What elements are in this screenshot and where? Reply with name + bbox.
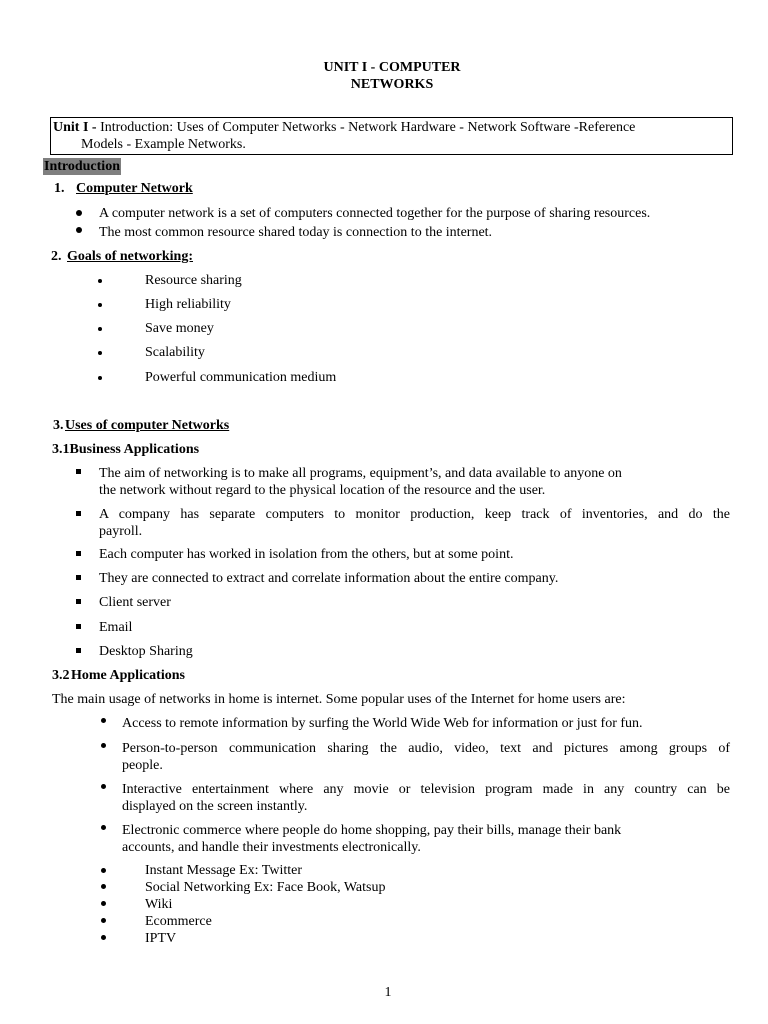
- unit-text-1: Introduction: Uses of Computer Networks - Network Hardware - Network Software -Reference: [96, 120, 636, 135]
- bullet-icon: [101, 718, 106, 723]
- business-item: They are connected to extract and correlate information about the entire company.: [99, 571, 559, 586]
- title-line-1: UNIT I - COMPUTER: [323, 60, 461, 75]
- business-item: [99, 506, 730, 540]
- home-item-line: Electronic commerce where people do home shopping, pay their bills, manage their bank: [122, 823, 622, 838]
- bullet-icon: [101, 784, 106, 789]
- section-3-number: 3.: [53, 418, 64, 433]
- square-bullet-icon: [76, 511, 81, 516]
- business-item: Client server: [99, 595, 171, 610]
- goal-item: Scalability: [145, 345, 205, 360]
- home-item: [122, 822, 730, 856]
- bullet-icon: [101, 884, 106, 889]
- unit-summary-box: [50, 117, 733, 155]
- home-item: [122, 740, 730, 774]
- home-item-line: accounts, and handle their investments electronically.: [122, 840, 421, 855]
- section-3-1-heading: 3.1Business Applications: [52, 442, 200, 457]
- home-item-line: Person-to-person communication sharing the audio, video, text and pictures among groups of: [122, 741, 730, 756]
- bullet-icon: [98, 303, 102, 307]
- section-2-heading: Goals of networking:: [67, 249, 193, 264]
- home-item-line: people.: [122, 758, 163, 773]
- business-item: [99, 465, 730, 499]
- section-1-number: 1.: [54, 181, 65, 196]
- bullet-icon: [76, 227, 82, 233]
- introduction-heading: Introduction: [44, 159, 120, 174]
- page-title: [0, 59, 768, 93]
- bullet-icon: [98, 376, 102, 380]
- square-bullet-icon: [76, 648, 81, 653]
- square-bullet-icon: [76, 551, 81, 556]
- bullet-icon: [98, 327, 102, 331]
- home-item: Access to remote information by surfing the World Wide Web for information or just for fun.: [122, 716, 643, 731]
- example-item: Instant Message Ex: Twitter: [145, 863, 303, 878]
- example-item: Ecommerce: [145, 914, 212, 929]
- unit-text-2: Models - Example Networks.: [81, 137, 246, 152]
- section-1-heading: Computer Network: [76, 181, 193, 196]
- bullet-icon: [101, 825, 106, 830]
- square-bullet-icon: [76, 624, 81, 629]
- example-item: Wiki: [145, 897, 173, 912]
- business-item: Each computer has worked in isolation from the others, but at some point.: [99, 547, 514, 562]
- section-1-item: A computer network is a set of computers connected together for the purpose of sharing resources.: [99, 206, 651, 221]
- bullet-icon: [76, 210, 82, 216]
- goal-item: Powerful communication medium: [145, 370, 337, 385]
- bullet-icon: [101, 743, 106, 748]
- title-line-2: NETWORKS: [350, 77, 434, 92]
- goal-item: High reliability: [145, 297, 231, 312]
- business-item: Desktop Sharing: [99, 644, 193, 659]
- bullet-icon: [101, 935, 106, 940]
- page-number: 1: [384, 985, 392, 1000]
- business-item-line: payroll.: [99, 524, 143, 539]
- example-item: IPTV: [145, 931, 177, 946]
- bullet-icon: [101, 918, 106, 923]
- home-item-line: Interactive entertainment where any movie or television program made in any country can be: [122, 782, 730, 797]
- bullet-icon: [98, 279, 102, 283]
- section-3-heading: Uses of computer Networks: [65, 418, 230, 433]
- bullet-icon: [98, 351, 102, 355]
- square-bullet-icon: [76, 599, 81, 604]
- business-item: Email: [99, 620, 133, 635]
- unit-label: Unit I -: [53, 120, 97, 135]
- section-3-2-number: 3.2: [52, 668, 70, 683]
- business-item-line: the network without regard to the physical location of the resource and the user.: [99, 483, 546, 498]
- bullet-icon: [101, 868, 106, 873]
- section-2-number: 2.: [51, 249, 62, 264]
- bullet-icon: [101, 901, 106, 906]
- square-bullet-icon: [76, 469, 81, 474]
- home-item-line: displayed on the screen instantly.: [122, 799, 308, 814]
- home-intro-paragraph: The main usage of networks in home is internet. Some popular uses of the Internet for home users are:: [52, 692, 626, 707]
- goal-item: Resource sharing: [145, 273, 242, 288]
- business-item-line: A company has separate computers to monitor production, keep track of inventories, and do the: [99, 507, 730, 522]
- square-bullet-icon: [76, 575, 81, 580]
- section-3-2-heading: Home Applications: [71, 668, 185, 683]
- example-item: Social Networking Ex: Face Book, Watsup: [145, 880, 386, 895]
- goal-item: Save money: [145, 321, 214, 336]
- business-item-line: The aim of networking is to make all programs, equipment’s, and data available to anyone on: [99, 466, 622, 481]
- section-1-item: The most common resource shared today is connection to the internet.: [99, 225, 493, 240]
- home-item: [122, 781, 730, 815]
